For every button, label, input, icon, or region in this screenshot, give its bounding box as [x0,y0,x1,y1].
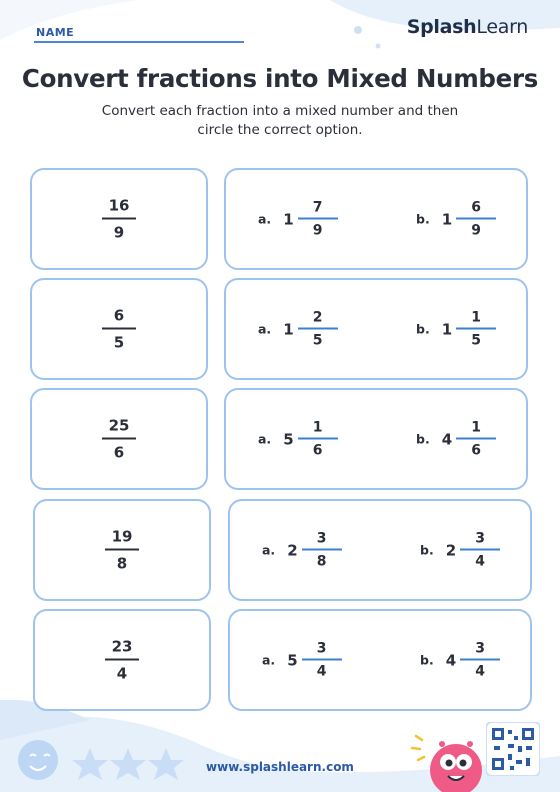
denominator: 6 [113,443,125,462]
numerator: 6 [113,306,125,325]
numerator: 16 [108,196,130,215]
option-b[interactable] [420,641,500,680]
whole-number: 2 [287,541,298,559]
name-field-line[interactable] [34,41,244,43]
denominator: 6 [471,442,482,459]
question-fraction [105,638,139,683]
option-a[interactable] [262,641,342,680]
option-letter: b. [416,431,430,447]
denominator: 4 [116,664,128,683]
options-box [228,609,532,711]
option-letter: a. [258,431,272,447]
numerator: 25 [108,416,130,435]
worksheet-title: Convert fractions into Mixed Numbers [21,64,539,93]
fraction-bar [460,549,500,551]
denominator: 4 [316,663,327,680]
fraction-bar [298,438,338,440]
whole-number: 5 [287,651,298,669]
option-fraction [302,531,342,570]
option-letter: a. [262,652,276,668]
option-fraction [298,310,338,349]
footer-website-url[interactable]: www.splashlearn.com [206,760,354,774]
option-letter: b. [416,211,430,227]
option-fraction [298,420,338,459]
numerator: 3 [316,640,327,657]
denominator: 8 [316,553,327,570]
numerator: 6 [471,199,482,216]
numerator: 1 [471,419,482,436]
denominator: 5 [312,332,323,349]
option-letter: b. [416,321,430,337]
whole-number: 5 [283,430,294,448]
options-box [224,278,528,380]
option-letter: b. [420,652,434,668]
fraction-bar [456,218,496,220]
options-box [224,388,528,490]
question-box [30,278,208,380]
question-fraction [102,197,136,242]
whole-number: 4 [445,651,457,669]
fraction-bar [102,328,136,330]
fraction-bar [102,218,136,220]
option-letter: b. [420,542,434,558]
fraction-bar [302,659,342,661]
denominator: 5 [471,332,482,349]
logo-text-bold: Splash [406,16,477,38]
fraction-bar [298,218,338,220]
whole-number: 2 [445,541,457,559]
question-box [30,388,208,490]
fraction-bar [456,328,496,330]
fraction-bar [456,438,496,440]
option-fraction [460,531,500,570]
whole-number: 1 [441,320,453,338]
question-box [33,609,211,711]
question-fraction [105,528,139,573]
denominator: 4 [475,553,486,570]
denominator: 4 [475,663,486,680]
logo-text-light: Learn [476,16,528,38]
fraction-bar [302,549,342,551]
option-fraction [456,310,496,349]
worksheet-instructions: Convert each fraction into a mixed number and then circle the correct option. [101,103,459,138]
option-letter: a. [258,321,272,337]
option-fraction [298,200,338,239]
denominator: 5 [113,333,125,352]
question-fraction [102,307,136,352]
option-fraction [456,420,496,459]
denominator: 8 [116,554,128,573]
option-fraction [460,641,500,680]
whole-number: 1 [283,210,294,228]
question-box [33,499,211,601]
option-b[interactable] [416,310,496,349]
fraction-bar [105,659,139,661]
option-letter: a. [258,211,272,227]
options-box [228,499,532,601]
denominator: 6 [312,442,323,459]
option-a[interactable] [258,420,338,459]
mascot-illustration [408,714,490,792]
numerator: 1 [312,419,323,436]
option-b[interactable] [416,420,496,459]
option-letter: a. [262,542,276,558]
whole-number: 1 [283,320,294,338]
denominator: 9 [471,222,482,239]
options-box [224,168,528,270]
numerator: 3 [475,640,486,657]
name-label: NAME [36,26,75,39]
whole-number: 4 [441,430,453,448]
option-a[interactable] [258,310,338,349]
numerator: 1 [471,309,482,326]
numerator: 19 [111,527,133,546]
numerator: 7 [312,199,323,216]
option-a[interactable] [258,200,338,239]
option-b[interactable] [416,200,496,239]
numerator: 2 [312,309,323,326]
fraction-bar [102,438,136,440]
whole-number: 1 [441,210,453,228]
fraction-bar [460,659,500,661]
fraction-bar [298,328,338,330]
question-box [30,168,208,270]
splashlearn-logo [407,16,528,38]
option-b[interactable] [420,531,500,570]
option-fraction [456,200,496,239]
numerator: 3 [316,530,327,547]
stars-decoration [0,722,200,792]
numerator: 3 [475,530,486,547]
denominator: 9 [113,223,125,242]
denominator: 9 [312,222,323,239]
question-fraction [102,417,136,462]
option-fraction [302,641,342,680]
fraction-bar [105,549,139,551]
option-a[interactable] [262,531,342,570]
numerator: 23 [111,637,133,656]
